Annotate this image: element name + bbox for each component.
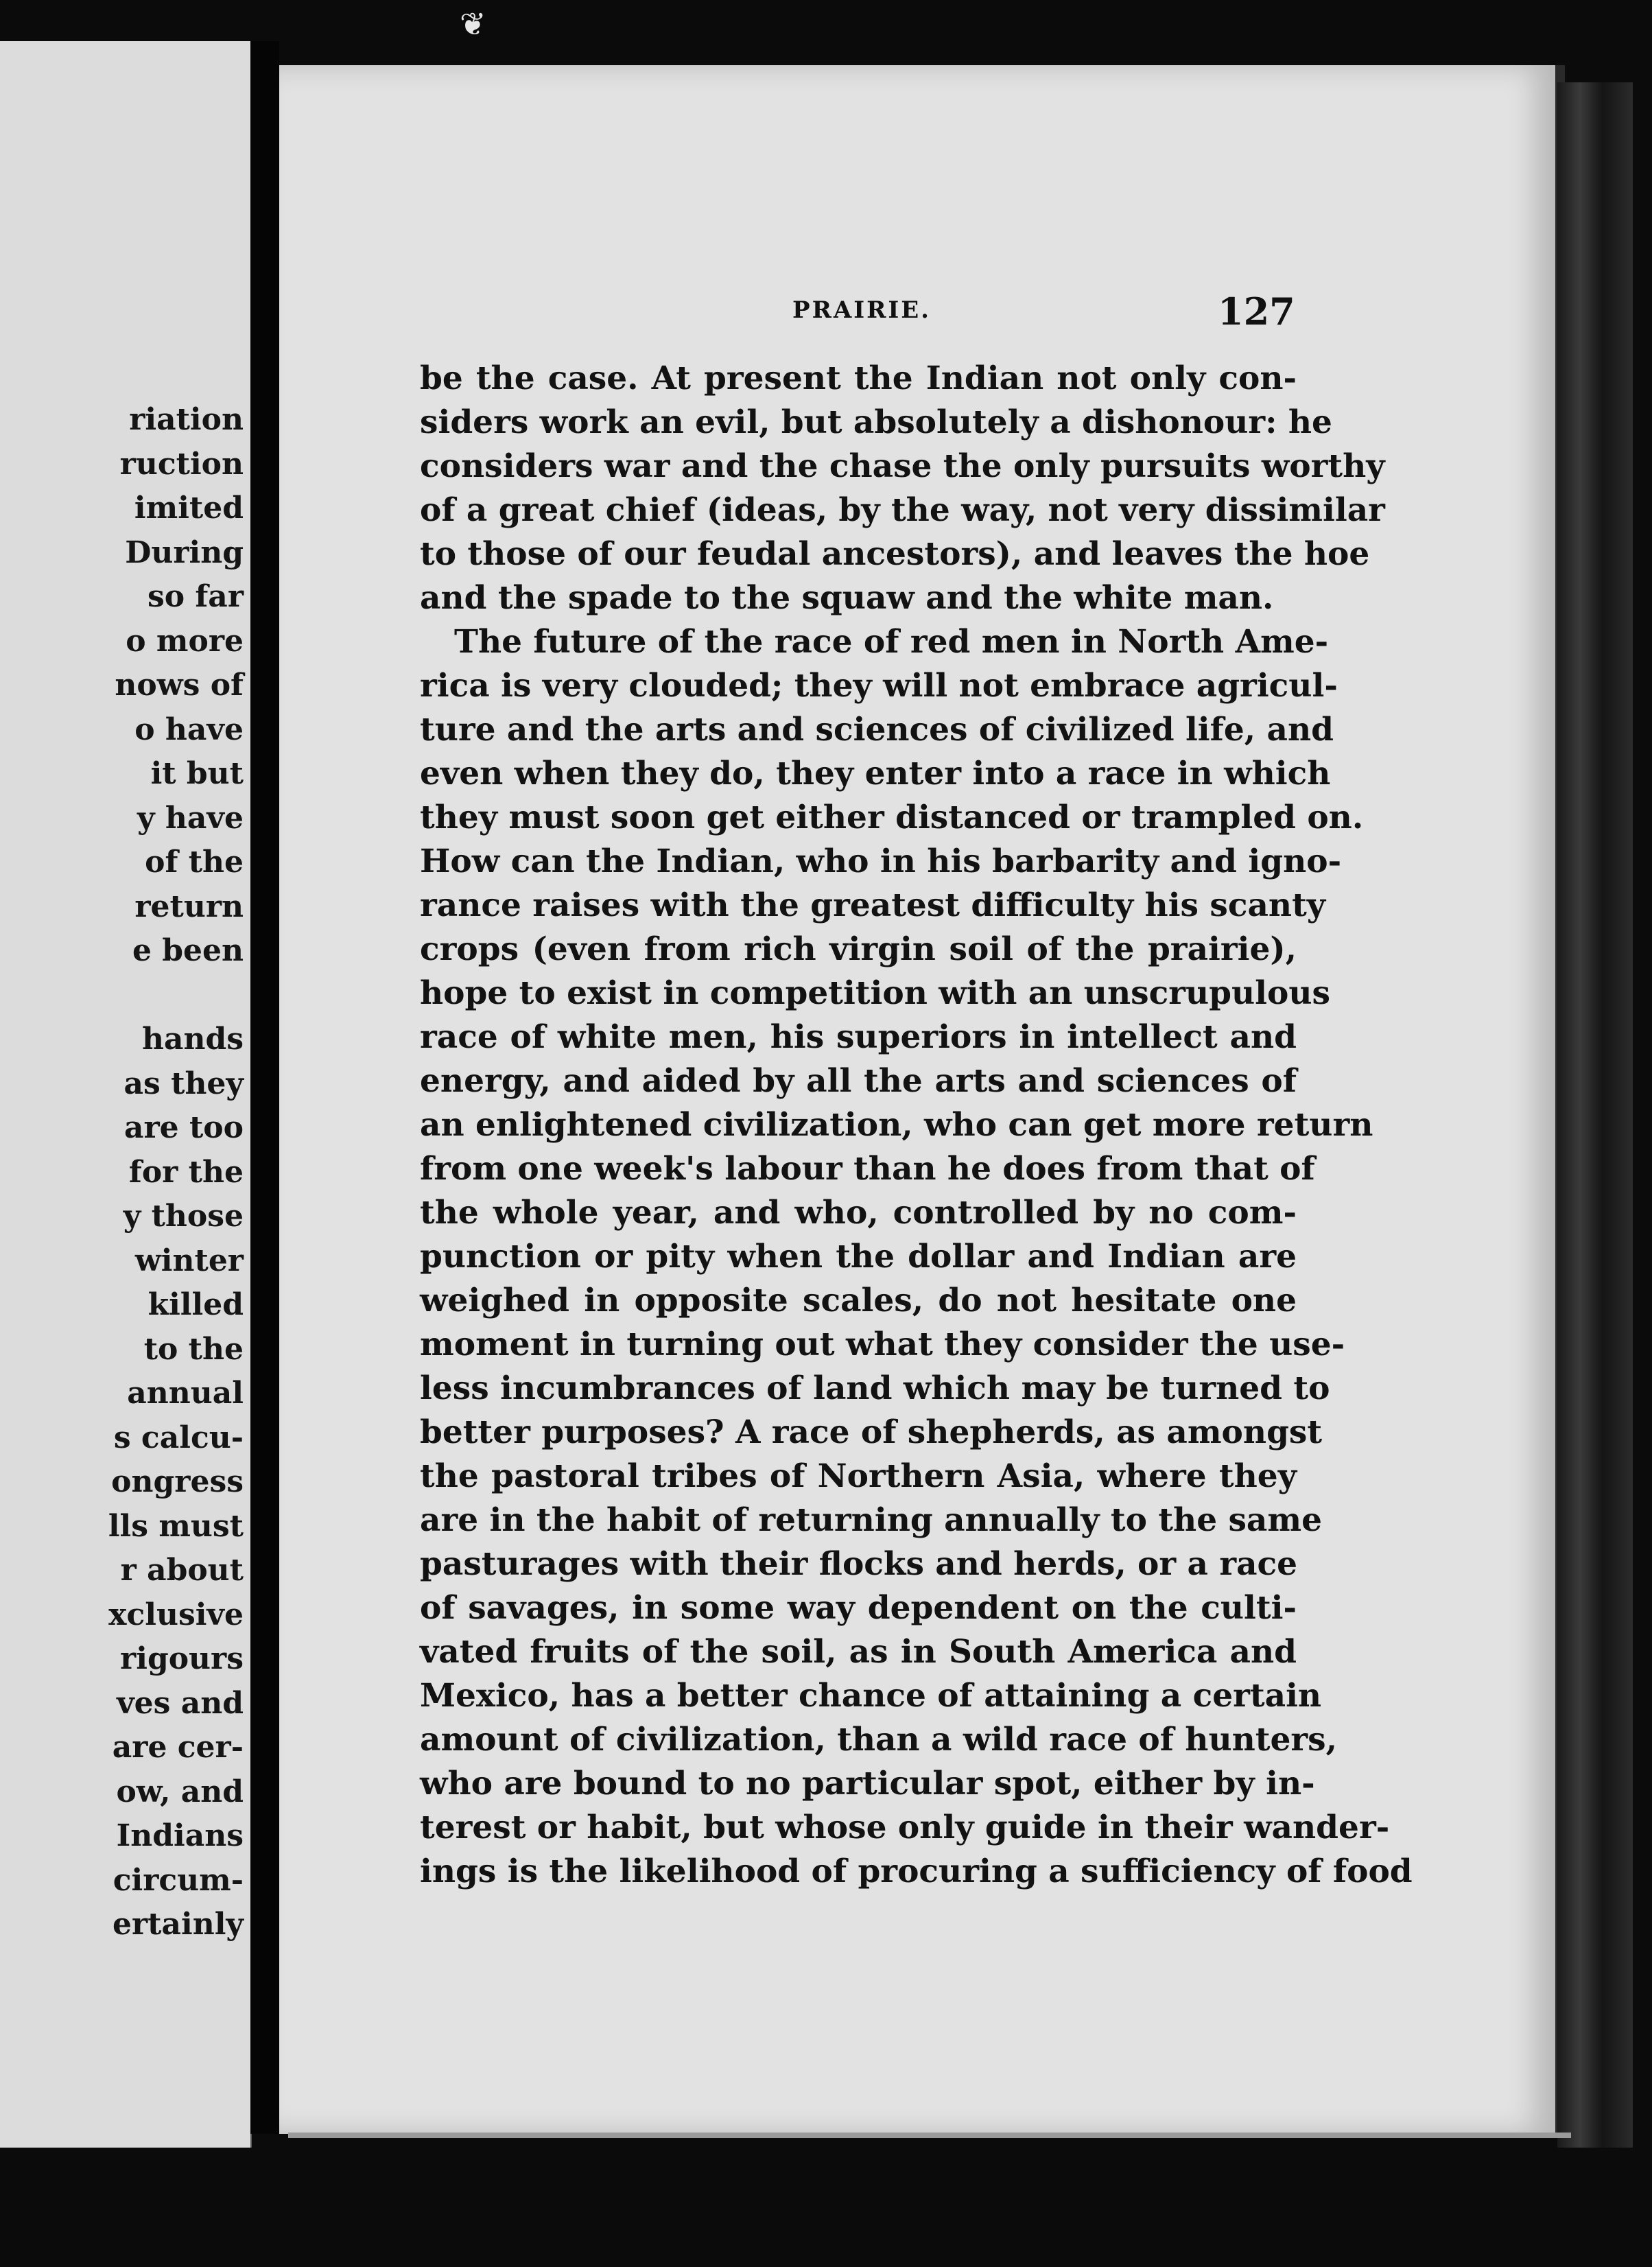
left-page-text: [0, 398, 244, 1947]
left-line: annual: [127, 1376, 244, 1411]
left-line: ongress: [111, 1464, 244, 1499]
book-gutter: [250, 41, 279, 2134]
text-line: the pastoral tribes of Northern Asia, where they: [420, 1457, 1297, 1495]
text-line: an enlightened civilization, who can get more return: [420, 1106, 1373, 1144]
left-line: return: [134, 889, 244, 924]
text-line: who are bound to no particular spot, either by in-: [420, 1765, 1315, 1802]
left-line: ow, and: [116, 1774, 244, 1809]
left-line: [0, 974, 244, 1018]
body-text: [420, 357, 1413, 1894]
text-line: Mexico, has a better chance of attaining a certain: [420, 1677, 1322, 1715]
left-line: are cer-: [112, 1730, 244, 1765]
left-line: are too: [123, 1110, 244, 1145]
text-line: to those of our feudal ancestors), and leaves the hoe: [420, 535, 1370, 573]
left-line: During: [125, 535, 244, 570]
text-line: weighed in opposite scales, do not hesitate one: [420, 1282, 1297, 1319]
text-line: pasturages with their flocks and herds, or a race: [420, 1545, 1298, 1583]
text-line: be the case. At present the Indian not only con-: [420, 360, 1297, 397]
left-line: hands: [141, 1022, 244, 1057]
left-line: y those: [123, 1199, 244, 1234]
running-head: PRAIRIE.: [792, 296, 932, 324]
left-line: winter: [134, 1243, 244, 1278]
text-line: are in the habit of returning annually to the same: [420, 1501, 1323, 1539]
left-line: o have: [134, 712, 244, 747]
left-line: ruction: [119, 446, 244, 482]
text-line: ings is the likelihood of procuring a sufficiency of food: [420, 1853, 1413, 1890]
left-line: nows of: [115, 668, 244, 703]
text-line: punction or pity when the dollar and Indian are: [420, 1238, 1297, 1276]
text-line: hope to exist in competition with an unscrupulous: [420, 974, 1331, 1012]
left-line: it but: [150, 756, 244, 791]
left-line: rigours: [120, 1641, 244, 1676]
text-line: energy, and aided by all the arts and sciences of: [420, 1062, 1297, 1100]
left-page-fragment: [0, 41, 252, 2148]
left-line: ves and: [117, 1685, 244, 1721]
left-line: Indians: [116, 1818, 244, 1853]
text-line: considers war and the chase the only pursuits worthy: [420, 447, 1385, 485]
text-line: from one week's labour than he does from that of: [420, 1150, 1315, 1188]
text-line: and the spade to the squaw and the white man.: [420, 579, 1274, 617]
text-line: better purposes? A race of shepherds, as amongst: [420, 1413, 1323, 1451]
left-line: xclusive: [108, 1597, 244, 1632]
text-line: amount of civilization, than a wild race of hunters,: [420, 1721, 1337, 1759]
left-line: circum-: [113, 1862, 244, 1898]
left-line: as they: [123, 1066, 244, 1101]
text-line: even when they do, they enter into a race in which: [420, 755, 1331, 792]
left-line: o more: [126, 623, 244, 659]
left-line: so far: [147, 579, 244, 614]
text-line: of a great chief (ideas, by the way, not very dissimilar: [420, 491, 1385, 529]
text-line: of savages, in some way dependent on the culti-: [420, 1589, 1297, 1627]
text-line: they must soon get either distanced or trampled on.: [420, 799, 1364, 836]
left-line: s calcu-: [113, 1420, 244, 1455]
page-edge: [1557, 82, 1633, 2148]
text-line: ture and the arts and sciences of civilized life, and: [420, 711, 1334, 749]
left-line: to the: [143, 1331, 244, 1367]
left-line: imited: [134, 491, 244, 526]
left-line: of the: [145, 845, 244, 880]
text-line: vated fruits of the soil, as in South America and: [420, 1633, 1297, 1671]
text-line: terest or habit, but whose only guide in their wander-: [420, 1809, 1390, 1846]
top-margin-glyph: ❦: [460, 5, 486, 43]
left-line: riation: [129, 402, 244, 437]
left-line: lls must: [108, 1508, 244, 1544]
text-line: How can the Indian, who in his barbarity and igno-: [420, 843, 1342, 880]
text-line: rica is very clouded; they will not embrace agricul-: [420, 667, 1338, 705]
text-line: the whole year, and who, controlled by no com-: [420, 1194, 1297, 1232]
left-line: killed: [148, 1287, 244, 1322]
text-line: siders work an evil, but absolutely a dishonour: he: [420, 403, 1332, 441]
page-number: 127: [1218, 290, 1295, 333]
left-line: e been: [132, 933, 244, 968]
text-line: The future of the race of red men in North Ame-: [454, 623, 1329, 661]
text-line: moment in turning out what they consider the use-: [420, 1326, 1345, 1363]
left-line: r about: [120, 1553, 244, 1588]
text-line: less incumbrances of land which may be turned to: [420, 1370, 1330, 1407]
text-line: rance raises with the greatest difficulty his scanty: [420, 886, 1326, 924]
text-line: crops (even from rich virgin soil of the prairie),: [420, 930, 1297, 968]
text-line: race of white men, his superiors in intellect and: [420, 1018, 1297, 1056]
left-line: y have: [137, 800, 244, 836]
left-line: for the: [128, 1154, 244, 1190]
left-line: ertainly: [113, 1907, 244, 1942]
page-bottom-edge: [288, 2133, 1571, 2138]
